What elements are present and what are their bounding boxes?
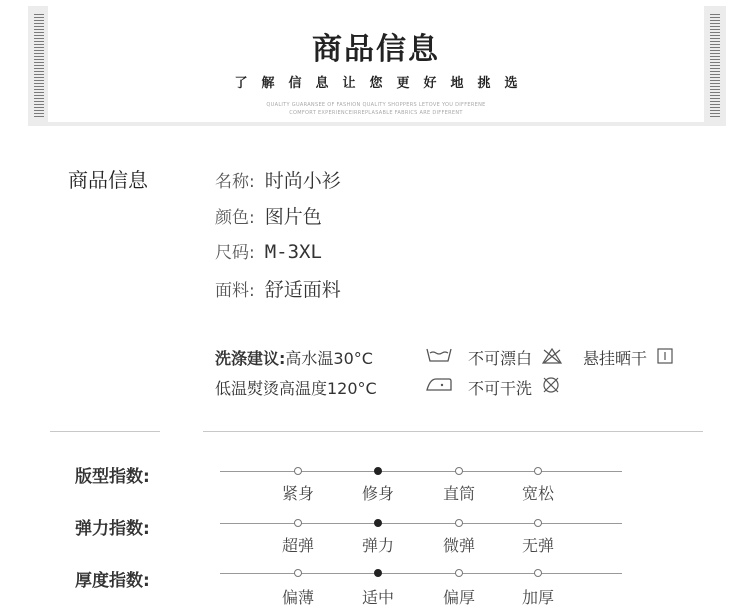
info-label: 面料: <box>215 281 255 301</box>
header-banner <box>28 6 726 126</box>
info-row-name <box>215 166 341 196</box>
fit-option-dot[interactable] <box>455 467 463 475</box>
banner-english-line-2: COMFORT EXPERIENCEIRREPLASABLE FABRICS ARE DIFFERENT <box>289 110 463 116</box>
info-value: 舒适面料 <box>264 279 341 301</box>
hang-dry-icon <box>657 348 673 364</box>
info-value: 时尚小衫 <box>264 170 341 192</box>
divider-right <box>203 431 703 432</box>
stretch-option-dot[interactable] <box>534 519 542 527</box>
banner-inner <box>48 6 704 122</box>
info-label: 尺码: <box>215 243 255 263</box>
divider-left <box>50 431 160 432</box>
info-label: 名称: <box>215 172 255 192</box>
no-bleach-icon <box>541 347 563 365</box>
stretch-option-dot[interactable] <box>294 519 302 527</box>
fit-option-dot[interactable] <box>534 467 542 475</box>
care-wash-value: 高水温30°C <box>285 349 373 368</box>
stretch-option-label: 微弹 <box>442 536 475 555</box>
info-value: 图片色 <box>264 206 322 228</box>
fit-option-dot-selected[interactable] <box>374 467 382 475</box>
stretch-index-label: 弹力指数: <box>75 519 150 539</box>
no-dry-clean-icon <box>542 376 560 394</box>
care-wash-text <box>215 346 373 369</box>
no-bleach-text: 不可漂白 <box>468 349 533 368</box>
fit-option-label: 宽松 <box>521 484 554 503</box>
thickness-index-track <box>220 573 622 574</box>
care-ironing-text: 低温熨烫高温度120°C <box>215 379 377 398</box>
no-dry-clean-text: 不可干洗 <box>468 379 533 398</box>
fit-option-label: 直筒 <box>442 484 475 503</box>
product-info-heading: 商品信息 <box>68 168 148 192</box>
stretch-option-label: 超弹 <box>281 536 314 555</box>
wash-basin-icon <box>425 346 453 364</box>
thickness-option-label: 适中 <box>361 588 394 607</box>
hang-dry-text: 悬挂晒干 <box>583 349 648 368</box>
care-label: 洗涤建议: <box>215 349 286 368</box>
info-value: M-3XL <box>264 241 322 263</box>
info-label: 颜色: <box>215 208 255 228</box>
fit-option-dot[interactable] <box>294 467 302 475</box>
thickness-index-label: 厚度指数: <box>75 571 150 591</box>
thickness-option-label: 加厚 <box>521 588 554 607</box>
thickness-option-dot[interactable] <box>534 569 542 577</box>
stretch-option-dot[interactable] <box>455 519 463 527</box>
stretch-option-dot-selected[interactable] <box>374 519 382 527</box>
stretch-option-label: 弹力 <box>361 536 394 555</box>
fit-option-label: 修身 <box>361 484 394 503</box>
fit-index-label: 版型指数: <box>75 467 150 487</box>
fit-index-track <box>220 471 622 472</box>
stretch-index-track <box>220 523 622 524</box>
banner-title: 商品信息 <box>312 32 440 67</box>
stretch-option-label: 无弹 <box>521 536 554 555</box>
iron-icon <box>425 376 453 392</box>
thickness-option-label: 偏薄 <box>281 588 314 607</box>
thickness-option-dot[interactable] <box>455 569 463 577</box>
fit-option-label: 紧身 <box>281 484 314 503</box>
info-row-size <box>215 238 322 268</box>
banner-english-line-1: QUALITY GUARANSEE OF FASHION QUALITY SHOPPERS LETOVE YOU DIFFERENE <box>266 102 486 108</box>
thickness-option-label: 偏厚 <box>442 588 475 607</box>
thickness-option-dot[interactable] <box>294 569 302 577</box>
info-row-color <box>215 202 322 232</box>
banner-right-stripes <box>710 14 720 118</box>
thickness-option-dot-selected[interactable] <box>374 569 382 577</box>
banner-left-stripes <box>34 14 44 118</box>
banner-subtitle: 了解信息让您更好地挑选 <box>234 76 532 91</box>
info-row-fabric <box>215 275 341 305</box>
